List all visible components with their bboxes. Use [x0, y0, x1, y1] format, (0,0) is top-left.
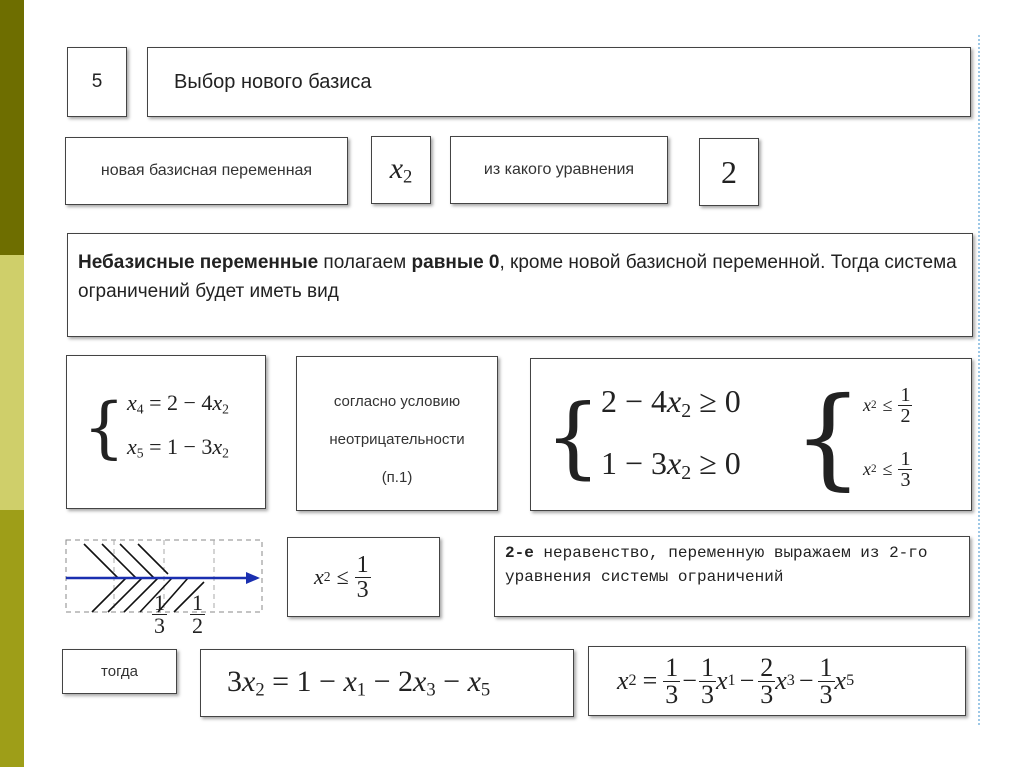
from-equation-label: из какого уравнения [483, 161, 635, 178]
new-basic-var-box [371, 136, 431, 204]
equation-3x2-box [200, 649, 574, 717]
fraction-3: $\frac{2}{3}$ [760, 652, 774, 709]
then-label: тогда [101, 663, 138, 680]
tick-label-2: $\frac{1}{2}$ [192, 590, 203, 638]
nonneg-condition-box [296, 356, 498, 511]
new-basic-var: $x_2$ [389, 151, 413, 188]
arrow-right-icon [246, 572, 260, 584]
inequality-2: $1 - 3x_2 \ge 0$ [601, 444, 741, 484]
left-brace-icon: { [545, 384, 601, 488]
from-equation-value-box [699, 138, 759, 206]
side-stripe-top [0, 0, 24, 255]
result-fraction: $\frac{1}{3}$ [356, 551, 369, 603]
bound-1: x 2 ≤ $\frac{1}{2}$ [863, 383, 911, 427]
left-brace-icon: { [793, 373, 863, 501]
second-ineq-note-box [494, 536, 970, 617]
second-ineq-rest: неравенство, переменную выражаем из 2-го уравнения системы ограничений [505, 544, 928, 586]
system-eq-1: $x_4 = 2 - 4x_2$ [127, 390, 229, 417]
side-stripe-bottom [0, 510, 24, 767]
left-brace-icon: { [83, 389, 125, 467]
new-basic-label-box [65, 137, 348, 205]
inequality-1: $2 - 4x_2 \ge 0$ [601, 383, 741, 422]
expressed-x2-box: x 2 = $\frac{1}{3}$ − $\frac{1}{3}$ x 1 − $\frac{2}{3}$ x 3 − $\frac{1}{3}$ x 5 [588, 646, 966, 716]
explanation-bold-1: Небазисные переменные [78, 252, 319, 273]
explanation-text-2: , кроме новой базисной переменной. Тогда система ограничений будет иметь вид [78, 252, 957, 302]
explanation-box [67, 233, 973, 337]
number-line [64, 538, 264, 653]
step-number-box [67, 47, 127, 117]
tick-label-1: $\frac{1}{3}$ [154, 590, 165, 638]
bound-2: x 2 ≤ $\frac{1}{3}$ [863, 447, 911, 491]
side-stripe-middle [0, 255, 24, 510]
nonneg-line-2: неотрицательности [329, 431, 465, 448]
new-basic-label: новая базисная переменная [100, 162, 313, 179]
nonneg-line-3: (п.1) [381, 469, 413, 486]
result-var: x [314, 564, 324, 589]
system-equations-box [66, 355, 266, 509]
step-number: 5 [91, 71, 103, 92]
dotted-guide-line [978, 35, 980, 725]
step-title-box [147, 47, 971, 117]
step-title: Выбор нового базиса [174, 70, 372, 93]
inequalities-box [530, 358, 972, 511]
fraction-4: $\frac{1}{3}$ [819, 652, 833, 709]
from-equation-label-box [450, 136, 668, 204]
equation-3x2: $3x_2 = 1 - x_1 - 2x_3 - x_5$ [227, 664, 491, 701]
second-ineq-bold: 2-е [505, 544, 534, 562]
result-op: ≤ [336, 564, 349, 589]
then-label-box [62, 649, 177, 694]
result-bound-box: x 2 ≤ $\frac{1}{3}$ [287, 537, 440, 617]
explanation-text-1: полагаем [318, 252, 412, 273]
system-eq-2: $x_5 = 1 - 3x_2$ [127, 434, 229, 461]
explanation-bold-2: равные 0 [411, 252, 500, 273]
fraction-2: $\frac{1}{3}$ [700, 652, 714, 709]
from-equation-value: 2 [721, 153, 737, 190]
fraction-1: $\frac{1}{3}$ [665, 652, 679, 709]
nonneg-line-1: согласно условию [333, 393, 461, 410]
